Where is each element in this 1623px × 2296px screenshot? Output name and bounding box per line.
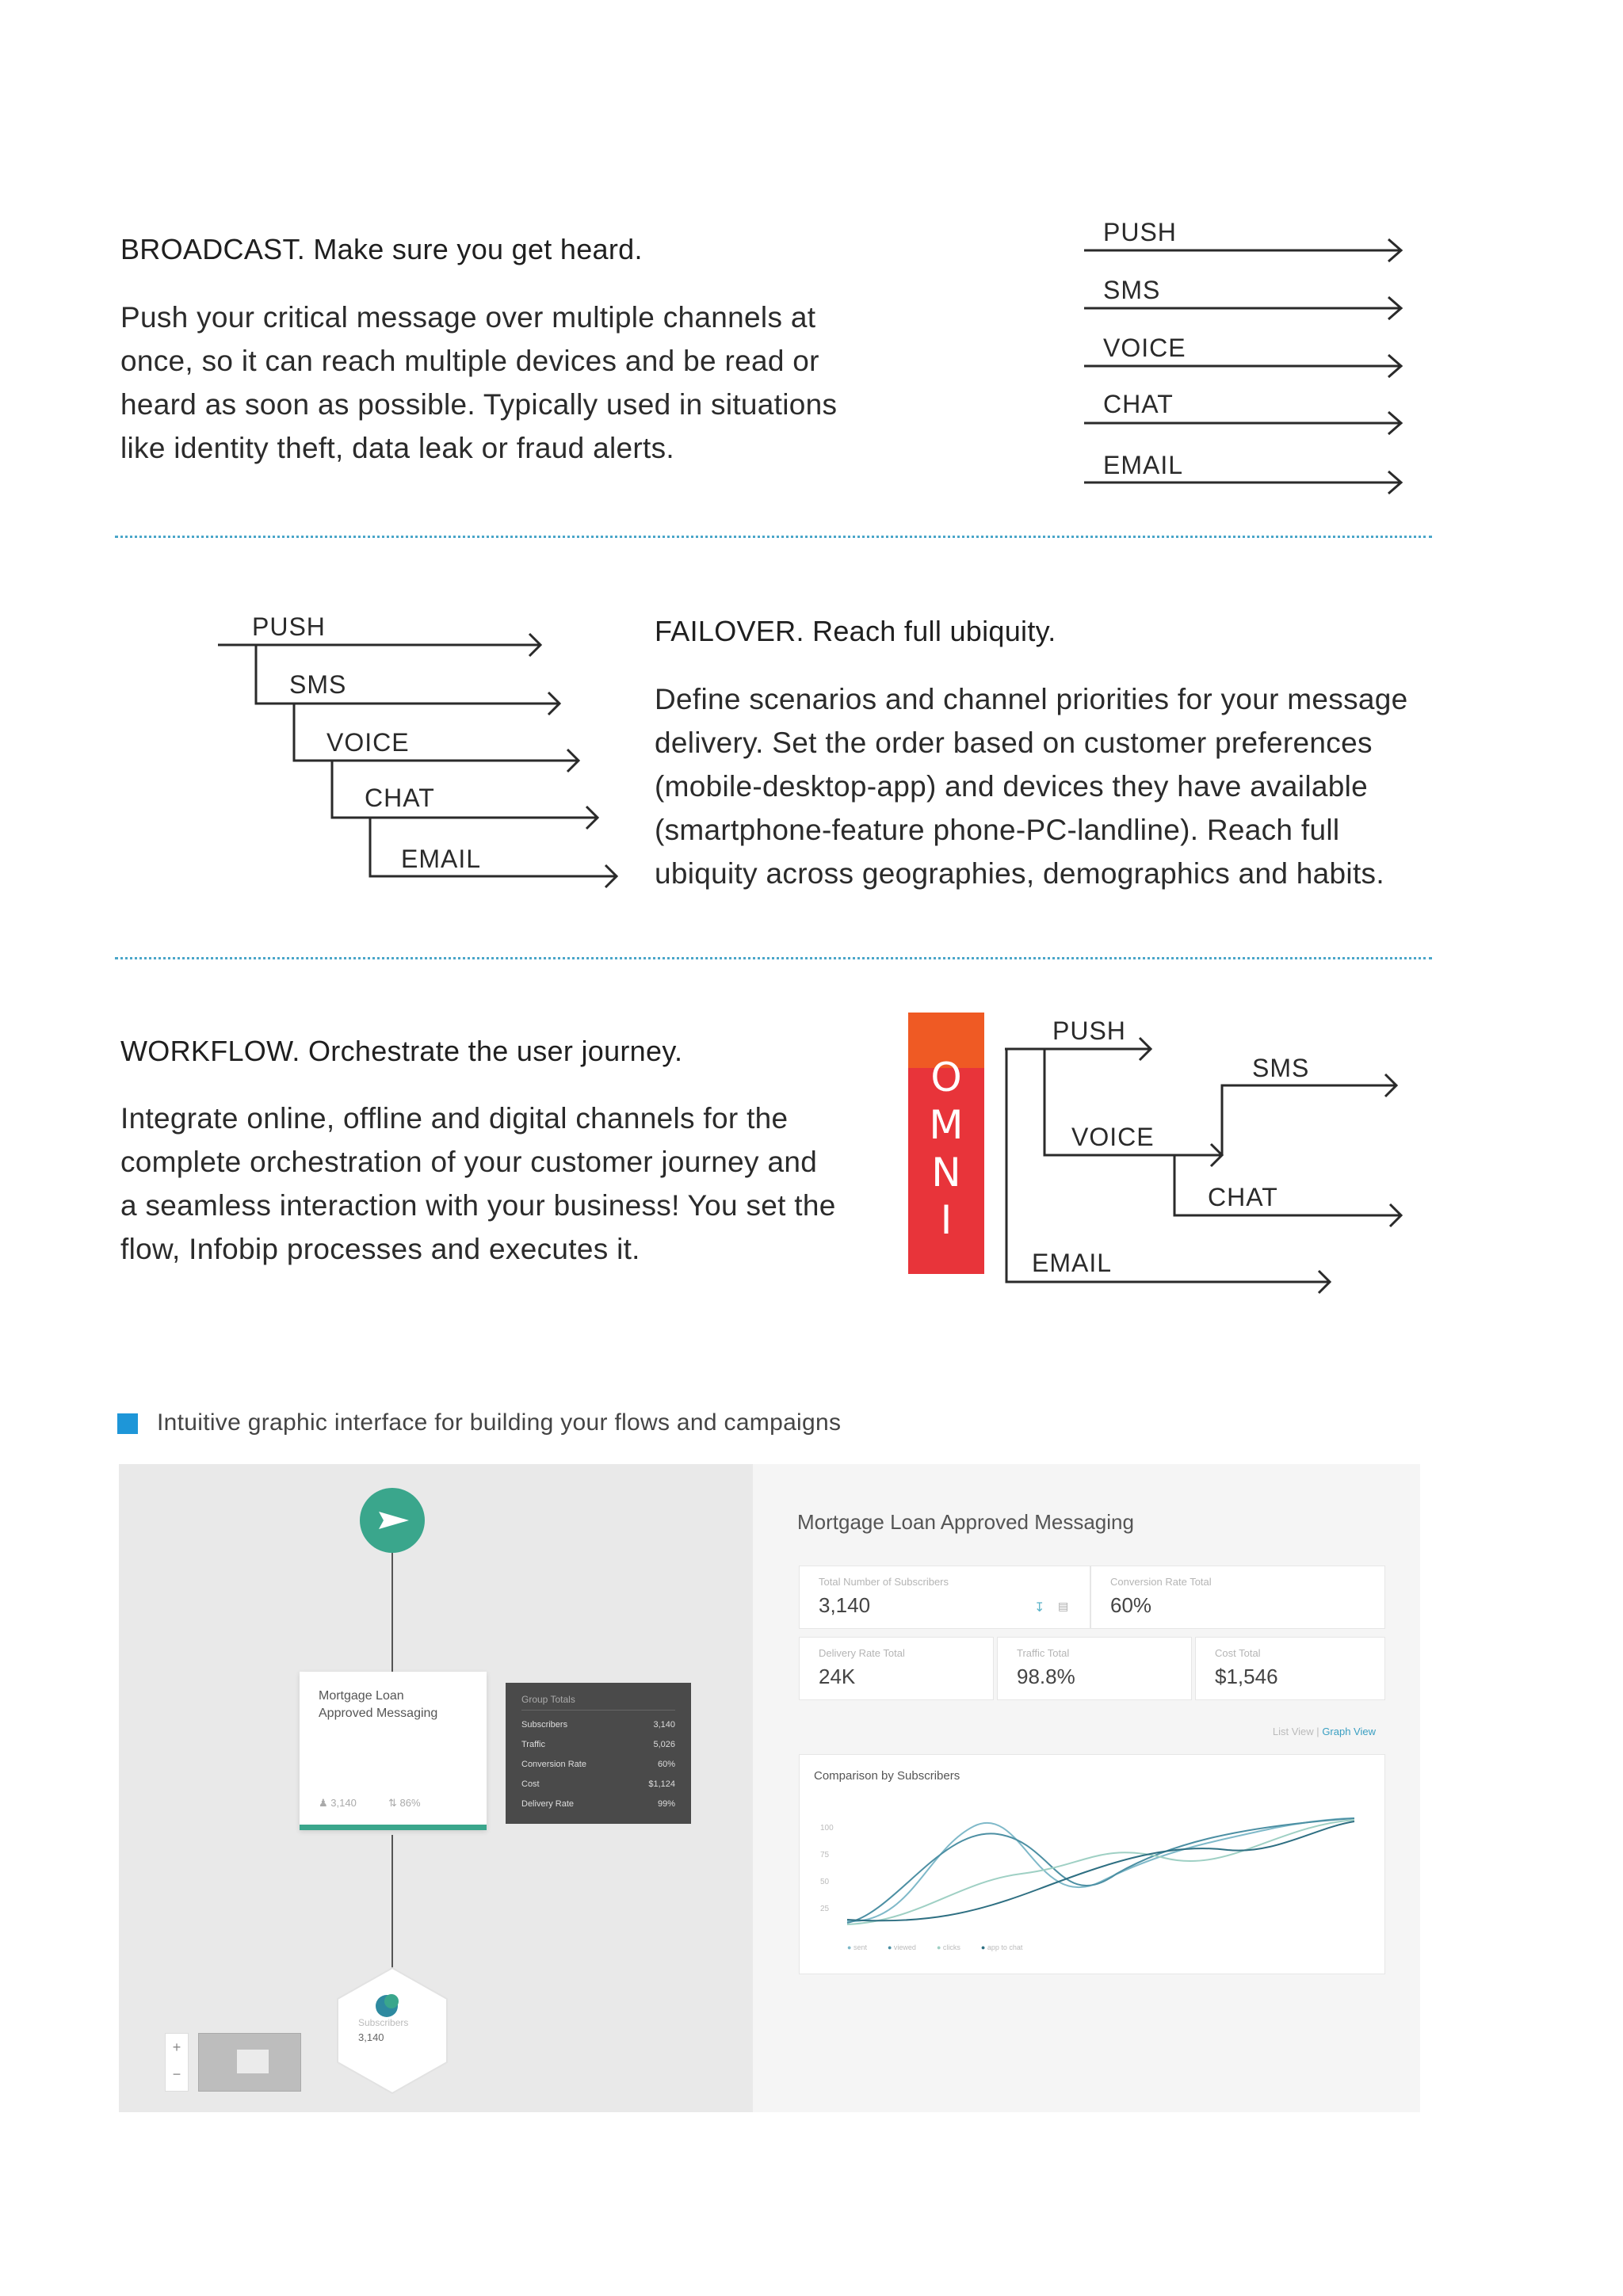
broadcast-line: Push your critical message over multiple channels at — [120, 301, 816, 334]
node-stat-value: 3,140 — [330, 1797, 357, 1809]
row-label: Cost — [521, 1779, 540, 1789]
channel-label-email: EMAIL — [1103, 451, 1184, 479]
metric-label: Delivery Rate Total — [819, 1647, 905, 1659]
channel-label-chat: CHAT — [365, 784, 435, 812]
row-value: 3,140 — [653, 1720, 675, 1730]
omni-letter: O — [930, 1055, 962, 1100]
channel-label-sms: SMS — [1252, 1054, 1310, 1082]
node-status-bar — [300, 1825, 487, 1830]
channel-label-voice: VOICE — [1071, 1123, 1155, 1151]
broadcast-body — [120, 296, 837, 470]
failover-diagram — [214, 602, 634, 895]
legend-item: ● sent — [847, 1943, 867, 1951]
zoom-controls — [165, 2033, 189, 2092]
metric-value: 3,140 — [819, 1593, 871, 1617]
metric-label: Conversion Rate Total — [1110, 1576, 1212, 1588]
legend-label: clicks — [942, 1943, 960, 1951]
channel-label-voice: VOICE — [1103, 334, 1186, 362]
group-totals-row — [521, 1775, 675, 1794]
node-stat-value: 86% — [399, 1797, 421, 1809]
y-tick: 50 — [820, 1878, 830, 1886]
zoom-out-button[interactable]: − — [172, 2066, 181, 2082]
metric-label: Total Number of Subscribers — [819, 1576, 949, 1588]
row-label: Traffic — [521, 1740, 545, 1749]
group-totals-row — [521, 1715, 675, 1735]
y-tick: 25 — [820, 1905, 830, 1913]
subscribers-value: 3,140 — [358, 2031, 384, 2043]
dashboard — [753, 1464, 1420, 2112]
dashboard-title: Mortgage Loan Approved Messaging — [797, 1510, 1134, 1534]
channel-label-voice: VOICE — [327, 728, 410, 757]
failover-line: (smartphone-feature phone-PC-landline). Reach full — [655, 814, 1340, 846]
channel-label-email: EMAIL — [1032, 1249, 1113, 1277]
row-label: Delivery Rate — [521, 1799, 575, 1809]
metric-label: Traffic Total — [1017, 1647, 1070, 1659]
node-stat-users — [319, 1797, 357, 1810]
users-icon: ♟ — [319, 1797, 328, 1809]
row-label: Conversion Rate — [521, 1760, 586, 1769]
workflow-diagram — [1000, 1006, 1428, 1307]
minimap-viewport[interactable] — [237, 2050, 269, 2073]
chart-title: Comparison by Subscribers — [814, 1769, 960, 1783]
metric-card — [1090, 1566, 1385, 1629]
chart-series-line — [847, 1820, 1354, 1924]
start-node[interactable] — [360, 1488, 425, 1553]
graph-view-link[interactable]: Graph View — [1322, 1726, 1376, 1737]
metric-card — [799, 1566, 1090, 1629]
comparison-chart — [800, 1755, 1384, 1974]
broadcast-title: BROADCAST. Make sure you get heard. — [120, 233, 643, 265]
flow-builder-screenshot — [119, 1464, 1420, 2112]
subscribers-label: Subscribers — [358, 2017, 409, 2028]
legend-label: sent — [853, 1943, 867, 1951]
group-totals-row — [521, 1735, 675, 1755]
channel-label-push: PUSH — [1052, 1016, 1126, 1045]
metric-value: 24K — [819, 1665, 856, 1688]
legend-label: app to chat — [987, 1943, 1023, 1951]
workflow-line: complete orchestration of your customer journey and — [120, 1146, 818, 1178]
channel-label-sms: SMS — [289, 670, 347, 699]
send-icon — [360, 1488, 425, 1553]
chart-legend — [847, 1943, 1022, 1951]
failover-line: Define scenarios and channel priorities for your message — [655, 683, 1408, 715]
failover-line: (mobile-desktop-app) and devices they have available — [655, 770, 1369, 803]
subscribers-node[interactable] — [334, 1965, 450, 2096]
legend-label: viewed — [893, 1943, 916, 1951]
channel-label-chat: CHAT — [1208, 1183, 1278, 1211]
channel-label-chat: CHAT — [1103, 390, 1174, 418]
failover-title: FAILOVER. Reach full ubiquity. — [655, 615, 1056, 647]
y-tick: 100 — [820, 1824, 834, 1833]
channel-label-push: PUSH — [1103, 218, 1177, 246]
workflow-title: WORKFLOW. Orchestrate the user journey. — [120, 1035, 683, 1067]
caption-text: Intuitive graphic interface for building your flows and campaigns — [157, 1409, 842, 1436]
metric-value: $1,546 — [1215, 1665, 1278, 1688]
failover-line: ubiquity across geographies, demographics and habits. — [655, 857, 1384, 890]
broadcast-line: heard as soon as possible. Typically used in situations — [120, 388, 838, 421]
workflow-line: a seamless interaction with your business! You set the — [120, 1189, 836, 1222]
metric-value: 98.8% — [1017, 1665, 1075, 1688]
legend-item: ● app to chat — [980, 1943, 1023, 1951]
view-toggle-separator: | — [1316, 1726, 1319, 1737]
comparison-chart-card — [799, 1754, 1385, 1974]
y-tick: 75 — [820, 1851, 830, 1859]
zoom-in-button[interactable]: + — [172, 2039, 181, 2055]
row-value: $1,124 — [648, 1779, 675, 1789]
metric-label: Cost Total — [1215, 1647, 1261, 1659]
legend-item: ● clicks — [936, 1943, 960, 1951]
broadcast-diagram — [1078, 208, 1426, 501]
minimap[interactable] — [198, 2033, 301, 2092]
group-totals-title: Group Totals — [521, 1694, 575, 1705]
node-title: Mortgage Loan Approved Messaging — [319, 1689, 438, 1720]
message-node[interactable] — [300, 1672, 487, 1830]
workflow-line: Integrate online, offline and digital channels for the — [120, 1102, 789, 1135]
row-value: 99% — [657, 1799, 675, 1809]
group-totals-row — [521, 1755, 675, 1775]
channel-label-email: EMAIL — [401, 845, 482, 873]
metric-card — [799, 1637, 994, 1700]
row-value: 60% — [657, 1760, 675, 1769]
node-stat-rate — [388, 1797, 421, 1810]
broadcast-line: like identity theft, data leak or fraud alerts. — [120, 432, 674, 464]
metric-value: 60% — [1110, 1593, 1152, 1617]
group-totals-row — [521, 1794, 675, 1814]
flow-canvas — [119, 1464, 753, 2112]
workflow-line: flow, Infobip processes and executes it. — [120, 1233, 640, 1265]
chart-icon: ⇅ — [388, 1797, 397, 1809]
row-value: 5,026 — [653, 1740, 675, 1749]
omni-badge — [908, 1013, 984, 1274]
failover-line: delivery. Set the order based on customer preferences — [655, 727, 1373, 759]
view-toggle — [1273, 1726, 1376, 1737]
caption-square — [117, 1413, 138, 1434]
metric-card — [1195, 1637, 1385, 1700]
download-icon[interactable]: ↧ — [1034, 1601, 1045, 1615]
channel-label-push: PUSH — [252, 612, 326, 641]
omni-letter: M — [929, 1102, 964, 1148]
group-totals-card — [506, 1683, 691, 1824]
channel-label-sms: SMS — [1103, 276, 1161, 304]
metric-card — [997, 1637, 1192, 1700]
workflow-body — [120, 1097, 836, 1271]
section-divider — [115, 536, 1432, 538]
row-label: Subscribers — [521, 1720, 568, 1730]
export-icon[interactable]: ▤ — [1058, 1600, 1069, 1612]
section-divider — [115, 957, 1432, 959]
legend-item: ● viewed — [887, 1943, 916, 1951]
failover-body — [655, 677, 1408, 895]
omni-letter: I — [940, 1197, 953, 1243]
omni-letter: N — [931, 1150, 961, 1196]
list-view-link[interactable]: List View — [1272, 1726, 1314, 1737]
broadcast-line: once, so it can reach multiple devices and be read or — [120, 345, 819, 377]
